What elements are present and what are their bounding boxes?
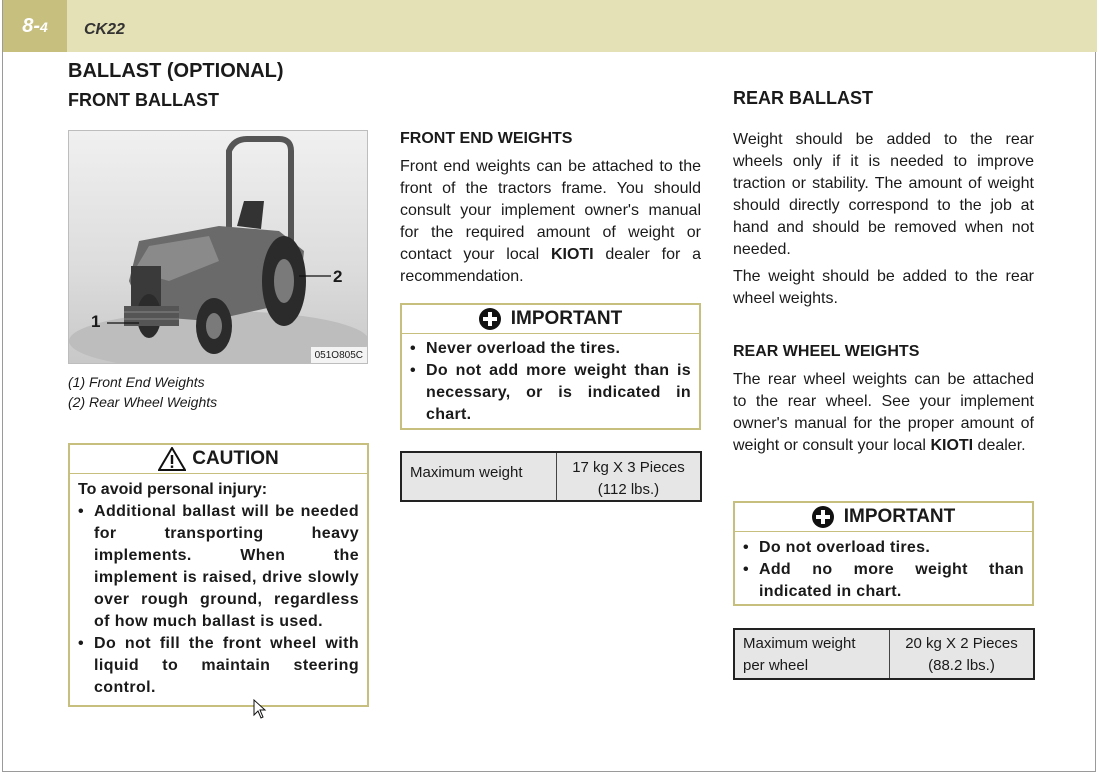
photo-caption bbox=[68, 372, 217, 412]
header-bar bbox=[3, 0, 1097, 52]
page-number: 8-4 bbox=[3, 0, 67, 52]
important-header bbox=[735, 503, 1032, 532]
caution-intro: To avoid personal injury: bbox=[78, 481, 268, 498]
front-ballast-heading: FRONT BALLAST bbox=[68, 90, 219, 110]
callout-2: 2 bbox=[333, 267, 343, 286]
tractor-photo bbox=[68, 130, 368, 364]
front-weight-table bbox=[400, 451, 702, 502]
front-end-weights-text: Front end weights can be attached to the front of the tractors frame. You should consult your implement owner's manual for the required amount of weight or contact your local KIOTI dealer for a recommendation. bbox=[400, 158, 702, 285]
manual-page bbox=[2, 0, 1096, 772]
front-end-weights-heading: FRONT END WEIGHTS bbox=[400, 130, 573, 147]
table-label: Maximum weight per wheel bbox=[735, 630, 890, 678]
rear-ballast-text-2: The weight should be added to the rear wheel weights. bbox=[733, 268, 1034, 307]
rear-weight-table bbox=[733, 628, 1035, 680]
caption-rear-weights: (2) Rear Wheel Weights bbox=[68, 394, 218, 410]
important-box-front bbox=[400, 303, 701, 430]
model-name: CK22 bbox=[84, 21, 125, 38]
caution-box bbox=[68, 443, 369, 707]
brand-name: KIOTI bbox=[550, 246, 594, 263]
caution-item: • Do not fill the front wheel with liquid to maintain steering control. bbox=[78, 633, 359, 699]
photo-code: 051O805C bbox=[314, 350, 363, 361]
rear-wheel-weights-text: The rear wheel weights can be attached to the rear wheel. See your implement owner's manual for the proper amount of weight or consult your local KIOTI dealer. bbox=[733, 371, 1034, 454]
rear-ballast-text-1: Weight should be added to the rear wheels only if it is needed to improve traction or stability. The amount of weight should directly correspond to the job at hand and should be removed when not needed. bbox=[733, 131, 1034, 258]
callout-1: 1 bbox=[91, 312, 101, 331]
important-header bbox=[402, 305, 699, 334]
table-value: 20 kg X 2 Pieces (88.2 lbs.) bbox=[905, 635, 1018, 674]
mouse-cursor-icon bbox=[253, 699, 267, 719]
important-icon bbox=[812, 506, 834, 528]
table-label: Maximum weight bbox=[402, 453, 557, 500]
caution-title: CAUTION bbox=[192, 448, 279, 469]
important-box-rear bbox=[733, 501, 1034, 606]
important-item: • Do not add more weight than is necessary, or is indicated in chart. bbox=[410, 360, 691, 426]
page-title: BALLAST (OPTIONAL) bbox=[68, 60, 284, 82]
caution-item: • Additional ballast will be needed for transporting heavy implements. When the implement is raised, drive slowly over rough ground, regardless of how much ballast is used. bbox=[78, 501, 359, 633]
brand-name: KIOTI bbox=[930, 437, 974, 454]
important-icon bbox=[479, 308, 501, 330]
tractor-illustration bbox=[69, 131, 368, 364]
important-item: • Add no more weight than indicated in chart. bbox=[743, 559, 1024, 603]
warning-icon bbox=[158, 447, 186, 471]
important-item: • Do not overload tires. bbox=[743, 537, 1024, 559]
table-value: 17 kg X 3 Pieces (112 lbs.) bbox=[572, 459, 685, 498]
rear-wheel-weights-heading: REAR WHEEL WEIGHTS bbox=[733, 343, 920, 360]
caption-front-weights: (1) Front End Weights bbox=[68, 374, 205, 390]
important-title: IMPORTANT bbox=[510, 308, 623, 329]
important-item: • Never overload the tires. bbox=[410, 338, 691, 360]
rear-ballast-heading: REAR BALLAST bbox=[733, 88, 873, 108]
caution-header bbox=[70, 445, 367, 474]
important-title: IMPORTANT bbox=[843, 506, 956, 527]
